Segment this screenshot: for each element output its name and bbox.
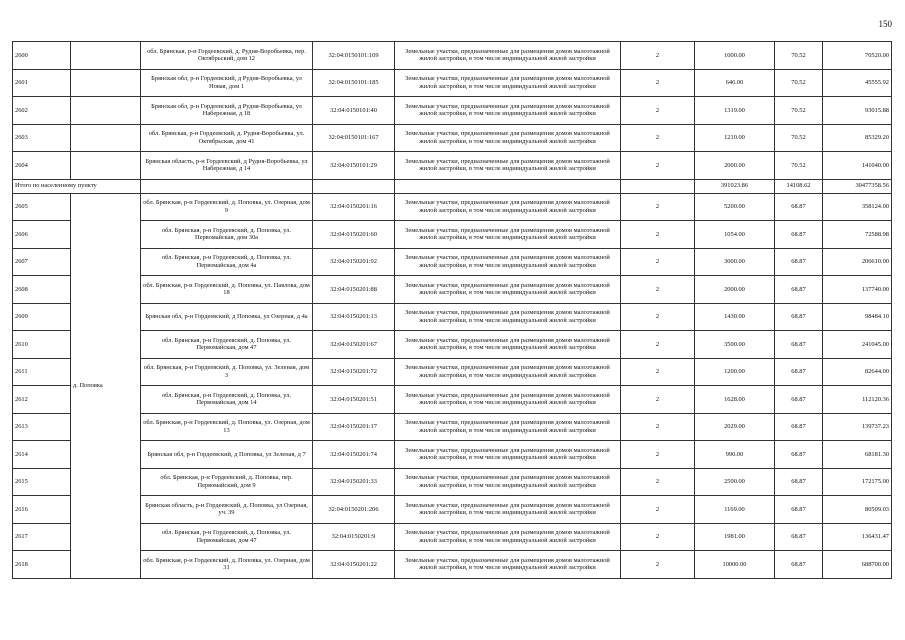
- parcel-area: 1210.00: [695, 124, 775, 152]
- permitted-use: Земельные участки, предназначенные для размещения домов малоэтажной жилой застройки, в том числе индивидуальной жилой застройки: [395, 331, 621, 359]
- row-number: 2605: [13, 193, 71, 221]
- permitted-use: Земельные участки, предназначенные для размещения домов малоэтажной жилой застройки, в том числе индивидуальной жилой застройки: [395, 496, 621, 524]
- permitted-use: Земельные участки, предназначенные для размещения домов малоэтажной жилой застройки, в том числе индивидуальной жилой застройки: [395, 413, 621, 441]
- specific-value: 68.87: [775, 386, 823, 414]
- settlement-empty-cell: [71, 124, 141, 152]
- row-number: 2607: [13, 248, 71, 276]
- parcel-area: 3000.00: [695, 248, 775, 276]
- specific-value: 68.87: [775, 551, 823, 579]
- permitted-use: Земельные участки, предназначенные для размещения домов малоэтажной жилой застройки, в том числе индивидуальной жилой застройки: [395, 124, 621, 152]
- table-row: [13, 221, 892, 249]
- subtotal-empty-cell: [395, 179, 621, 193]
- parcel-address: обл. Брянская, р-н Гордеевский, д. Поповка, ул. Первомайская, дом 30а: [141, 221, 313, 249]
- permitted-use: Земельные участки, предназначенные для размещения домов малоэтажной жилой застройки, в том числе индивидуальной жилой застройки: [395, 441, 621, 469]
- cadastral-value: 136431.47: [823, 523, 892, 551]
- land-category: 2: [621, 468, 695, 496]
- permitted-use: Земельные участки, предназначенные для размещения домов малоэтажной жилой застройки, в том числе индивидуальной жилой застройки: [395, 468, 621, 496]
- table-row: [13, 69, 892, 97]
- subtotal-rate: 14108.62: [775, 179, 823, 193]
- parcel-area: 1054.00: [695, 221, 775, 249]
- cadastral-number: 32:04:0150201:33: [313, 468, 395, 496]
- parcel-address: Брянская обл, р-н Гордеевский, д Поповка, ул Озерная, д 4а: [141, 303, 313, 331]
- row-number: 2615: [13, 468, 71, 496]
- permitted-use: Земельные участки, предназначенные для размещения домов малоэтажной жилой застройки, в том числе индивидуальной жилой застройки: [395, 193, 621, 221]
- table-body-subtotal: [13, 179, 892, 193]
- parcel-area: 1628.00: [695, 386, 775, 414]
- parcel-address: Брянская обл, р-н Гордеевский, д Поповка, ул Зеленая, д 7: [141, 441, 313, 469]
- cadastral-value: 688700.00: [823, 551, 892, 579]
- settlement-empty-cell: [71, 97, 141, 125]
- cadastral-number: 32:04:0150201:72: [313, 358, 395, 386]
- parcel-area: 2029.00: [695, 413, 775, 441]
- table-row: [13, 97, 892, 125]
- cadastral-number: 32:04:0150201:60: [313, 221, 395, 249]
- parcel-address: обл. Брянская, р-н Гордеевский, д. Поповка, ул. Первомайская, дом 4а: [141, 248, 313, 276]
- cadastral-value: 98484.10: [823, 303, 892, 331]
- parcel-address: Брянская область, р-н Гордеевский, д. Поповка, ул Озерная, уч. 39: [141, 496, 313, 524]
- parcel-area: 10000.00: [695, 551, 775, 579]
- permitted-use: Земельные участки, предназначенные для размещения домов малоэтажной жилой застройки, в том числе индивидуальной жилой застройки: [395, 69, 621, 97]
- specific-value: 70.52: [775, 42, 823, 70]
- cadastral-value: 141040.00: [823, 152, 892, 180]
- permitted-use: Земельные участки, предназначенные для размещения домов малоэтажной жилой застройки, в том числе индивидуальной жилой застройки: [395, 551, 621, 579]
- cadastral-number: 32:04:0150201:13: [313, 303, 395, 331]
- subtotal-empty-cell: [621, 179, 695, 193]
- specific-value: 68.87: [775, 496, 823, 524]
- subtotal-row: [13, 179, 892, 193]
- parcel-address: обл. Брянская, р-н Гордеевский, д. Поповка, ул. Первомайская, дом 47: [141, 523, 313, 551]
- land-category: 2: [621, 42, 695, 70]
- row-number: 2617: [13, 523, 71, 551]
- row-number: 2616: [13, 496, 71, 524]
- parcel-address: обл. Брянская, р-н Гордеевский, д. Поповка, ул. Озерная, дом 9: [141, 193, 313, 221]
- settlement-empty-cell: [71, 152, 141, 180]
- land-category: 2: [621, 358, 695, 386]
- parcel-area: 1200.00: [695, 358, 775, 386]
- cadastral-value: 93015.88: [823, 97, 892, 125]
- cadastral-number: 32:04:0150201:92: [313, 248, 395, 276]
- permitted-use: Земельные участки, предназначенные для размещения домов малоэтажной жилой застройки, в том числе индивидуальной жилой застройки: [395, 276, 621, 304]
- cadastral-value: 172175.00: [823, 468, 892, 496]
- permitted-use: Земельные участки, предназначенные для размещения домов малоэтажной жилой застройки, в том числе индивидуальной жилой застройки: [395, 152, 621, 180]
- subtotal-area: 391023.86: [695, 179, 775, 193]
- cadastral-value: 358124.00: [823, 193, 892, 221]
- parcel-address: обл. Брянская, р-н Гордеевский, д. Поповка, ул. Озерная, дом 31: [141, 551, 313, 579]
- row-number: 2606: [13, 221, 71, 249]
- cadastral-number: 32:04:0150201:67: [313, 331, 395, 359]
- table-row: [13, 42, 892, 70]
- land-category: 2: [621, 496, 695, 524]
- parcel-area: 1169.00: [695, 496, 775, 524]
- parcel-area: 5200.00: [695, 193, 775, 221]
- table-row: [13, 193, 892, 221]
- land-category: 2: [621, 413, 695, 441]
- specific-value: 68.87: [775, 468, 823, 496]
- parcel-address: обл. Брянская, р-н Гордеевский, д. Поповка, ул. Зеленая, дом 3: [141, 358, 313, 386]
- table-row: [13, 386, 892, 414]
- parcel-area: 990.00: [695, 441, 775, 469]
- table-row: [13, 124, 892, 152]
- cadastral-value-table: [12, 41, 892, 579]
- row-number: 2608: [13, 276, 71, 304]
- cadastral-number: 32:04:0150101:185: [313, 69, 395, 97]
- cadastral-value: 70520.00: [823, 42, 892, 70]
- row-number: 2601: [13, 69, 71, 97]
- subtotal-empty-cell: [313, 179, 395, 193]
- table-row: [13, 441, 892, 469]
- cadastral-number: 32:04:0150101:40: [313, 97, 395, 125]
- row-number: 2603: [13, 124, 71, 152]
- subtotal-label: Итого по населенному пункту: [13, 179, 141, 193]
- land-category: 2: [621, 97, 695, 125]
- cadastral-value: 82644.00: [823, 358, 892, 386]
- row-number: 2613: [13, 413, 71, 441]
- permitted-use: Земельные участки, предназначенные для размещения домов малоэтажной жилой застройки, в том числе индивидуальной жилой застройки: [395, 523, 621, 551]
- land-category: 2: [621, 551, 695, 579]
- land-category: 2: [621, 124, 695, 152]
- specific-value: 70.52: [775, 124, 823, 152]
- parcel-area: 2000.00: [695, 152, 775, 180]
- table-row: [13, 248, 892, 276]
- cadastral-number: 32:04:0150201:9: [313, 523, 395, 551]
- table-row: [13, 468, 892, 496]
- cadastral-value: 206610.00: [823, 248, 892, 276]
- parcel-address: обл. Брянская, р-н Гордеевский, д. Поповка, пер. Первомайский, дом 9: [141, 468, 313, 496]
- parcel-address: обл. Брянская, р-н Гордеевский, д. Рудня-Воробьевка, пер. Октябрьский, дом 12: [141, 42, 313, 70]
- cadastral-value: 68181.30: [823, 441, 892, 469]
- parcel-address: Брянская область, р-н Гордеевский, д Рудня-Воробьевка, ул Набережная, д 14: [141, 152, 313, 180]
- permitted-use: Земельные участки, предназначенные для размещения домов малоэтажной жилой застройки, в том числе индивидуальной жилой застройки: [395, 97, 621, 125]
- cadastral-value: 241045.00: [823, 331, 892, 359]
- specific-value: 68.87: [775, 523, 823, 551]
- cadastral-number: 32:04:0150201:88: [313, 276, 395, 304]
- specific-value: 68.87: [775, 331, 823, 359]
- table-row: [13, 331, 892, 359]
- subtotal-empty-cell: [141, 179, 313, 193]
- row-number: 2614: [13, 441, 71, 469]
- specific-value: 70.52: [775, 97, 823, 125]
- permitted-use: Земельные участки, предназначенные для размещения домов малоэтажной жилой застройки, в том числе индивидуальной жилой застройки: [395, 42, 621, 70]
- cadastral-number: 32:04:0150201:16: [313, 193, 395, 221]
- cadastral-value: 112120.36: [823, 386, 892, 414]
- cadastral-number: 32:04:0150101:29: [313, 152, 395, 180]
- parcel-area: 3500.00: [695, 331, 775, 359]
- land-category: 2: [621, 69, 695, 97]
- cadastral-number: 32:04:0150101:167: [313, 124, 395, 152]
- table-body-top: [13, 42, 892, 180]
- cadastral-value: 80509.03: [823, 496, 892, 524]
- parcel-area: 1981.00: [695, 523, 775, 551]
- cadastral-value: 72588.98: [823, 221, 892, 249]
- parcel-area: 1430.00: [695, 303, 775, 331]
- parcel-address: обл. Брянская, р-н Гордеевский, д. Поповка, ул. Озерная, дом 13: [141, 413, 313, 441]
- table-row: [13, 496, 892, 524]
- parcel-area: 1000.00: [695, 42, 775, 70]
- parcel-address: обл. Брянская, р-н Гордеевский, д. Поповка, ул. Первомайская, дом 47: [141, 331, 313, 359]
- land-category: 2: [621, 193, 695, 221]
- parcel-address: Брянская обл, р-н Гордеевский, д Рудня-Воробьевка, ул Новая, дом 1: [141, 69, 313, 97]
- land-category: 2: [621, 523, 695, 551]
- permitted-use: Земельные участки, предназначенные для размещения домов малоэтажной жилой застройки, в том числе индивидуальной жилой застройки: [395, 386, 621, 414]
- table-row: [13, 276, 892, 304]
- table-body-bottom: [13, 193, 892, 578]
- specific-value: 70.52: [775, 69, 823, 97]
- specific-value: 68.87: [775, 248, 823, 276]
- row-number: 2600: [13, 42, 71, 70]
- specific-value: 68.87: [775, 413, 823, 441]
- table-row: [13, 152, 892, 180]
- parcel-address: Брянская обл, р-н Гордеевский, д Рудня-Воробьевка, ул Набережная, д 18: [141, 97, 313, 125]
- row-number: 2611: [13, 358, 71, 386]
- table-row: [13, 303, 892, 331]
- table-row: [13, 358, 892, 386]
- cadastral-number: 32:04:0150101:109: [313, 42, 395, 70]
- parcel-address: обл. Брянская, р-н Гордеевский, д. Рудня-Воробьевка, ул. Октябрьская, дом 41: [141, 124, 313, 152]
- row-number: 2618: [13, 551, 71, 579]
- land-category: 2: [621, 441, 695, 469]
- cadastral-number: 32:04:0150201:17: [313, 413, 395, 441]
- table-row: [13, 551, 892, 579]
- land-category: 2: [621, 276, 695, 304]
- settlement-name: д. Поповка: [71, 193, 141, 578]
- parcel-address: обл. Брянская, р-н Гордеевский, д. Поповка, ул. Первомайская, дом 14: [141, 386, 313, 414]
- row-number: 2609: [13, 303, 71, 331]
- specific-value: 68.87: [775, 276, 823, 304]
- page-number: 150: [878, 19, 892, 29]
- cadastral-number: 32:04:0150201:74: [313, 441, 395, 469]
- permitted-use: Земельные участки, предназначенные для размещения домов малоэтажной жилой застройки, в том числе индивидуальной жилой застройки: [395, 248, 621, 276]
- row-number: 2610: [13, 331, 71, 359]
- row-number: 2602: [13, 97, 71, 125]
- specific-value: 68.87: [775, 358, 823, 386]
- parcel-area: 646.00: [695, 69, 775, 97]
- specific-value: 68.87: [775, 221, 823, 249]
- table-row: [13, 523, 892, 551]
- cadastral-value: 137740.00: [823, 276, 892, 304]
- parcel-area: 2000.00: [695, 276, 775, 304]
- row-number: 2612: [13, 386, 71, 414]
- cadastral-number: 32:04:0150201:22: [313, 551, 395, 579]
- cadastral-value: 85329.20: [823, 124, 892, 152]
- land-category: 2: [621, 152, 695, 180]
- parcel-area: 1319.00: [695, 97, 775, 125]
- land-category: 2: [621, 303, 695, 331]
- parcel-address: обл. Брянская, р-н Гордеевский, д. Поповка, ул. Павлова, дом 18: [141, 276, 313, 304]
- settlement-empty-cell: [71, 69, 141, 97]
- specific-value: 68.87: [775, 193, 823, 221]
- specific-value: 70.52: [775, 152, 823, 180]
- specific-value: 68.87: [775, 303, 823, 331]
- settlement-empty-cell: [71, 42, 141, 70]
- cadastral-number: 32:04:0150201:51: [313, 386, 395, 414]
- land-category: 2: [621, 386, 695, 414]
- cadastral-number: 32:04:0150201:206: [313, 496, 395, 524]
- parcel-area: 2500.00: [695, 468, 775, 496]
- specific-value: 68.87: [775, 441, 823, 469]
- table-row: [13, 413, 892, 441]
- land-category: 2: [621, 248, 695, 276]
- permitted-use: Земельные участки, предназначенные для размещения домов малоэтажной жилой застройки, в том числе индивидуальной жилой застройки: [395, 358, 621, 386]
- permitted-use: Земельные участки, предназначенные для размещения домов малоэтажной жилой застройки, в том числе индивидуальной жилой застройки: [395, 221, 621, 249]
- cadastral-value: 139737.23: [823, 413, 892, 441]
- land-category: 2: [621, 331, 695, 359]
- subtotal-value: 30477358.56: [823, 179, 892, 193]
- cadastral-value: 45555.92: [823, 69, 892, 97]
- permitted-use: Земельные участки, предназначенные для размещения домов малоэтажной жилой застройки, в том числе индивидуальной жилой застройки: [395, 303, 621, 331]
- land-category: 2: [621, 221, 695, 249]
- row-number: 2604: [13, 152, 71, 180]
